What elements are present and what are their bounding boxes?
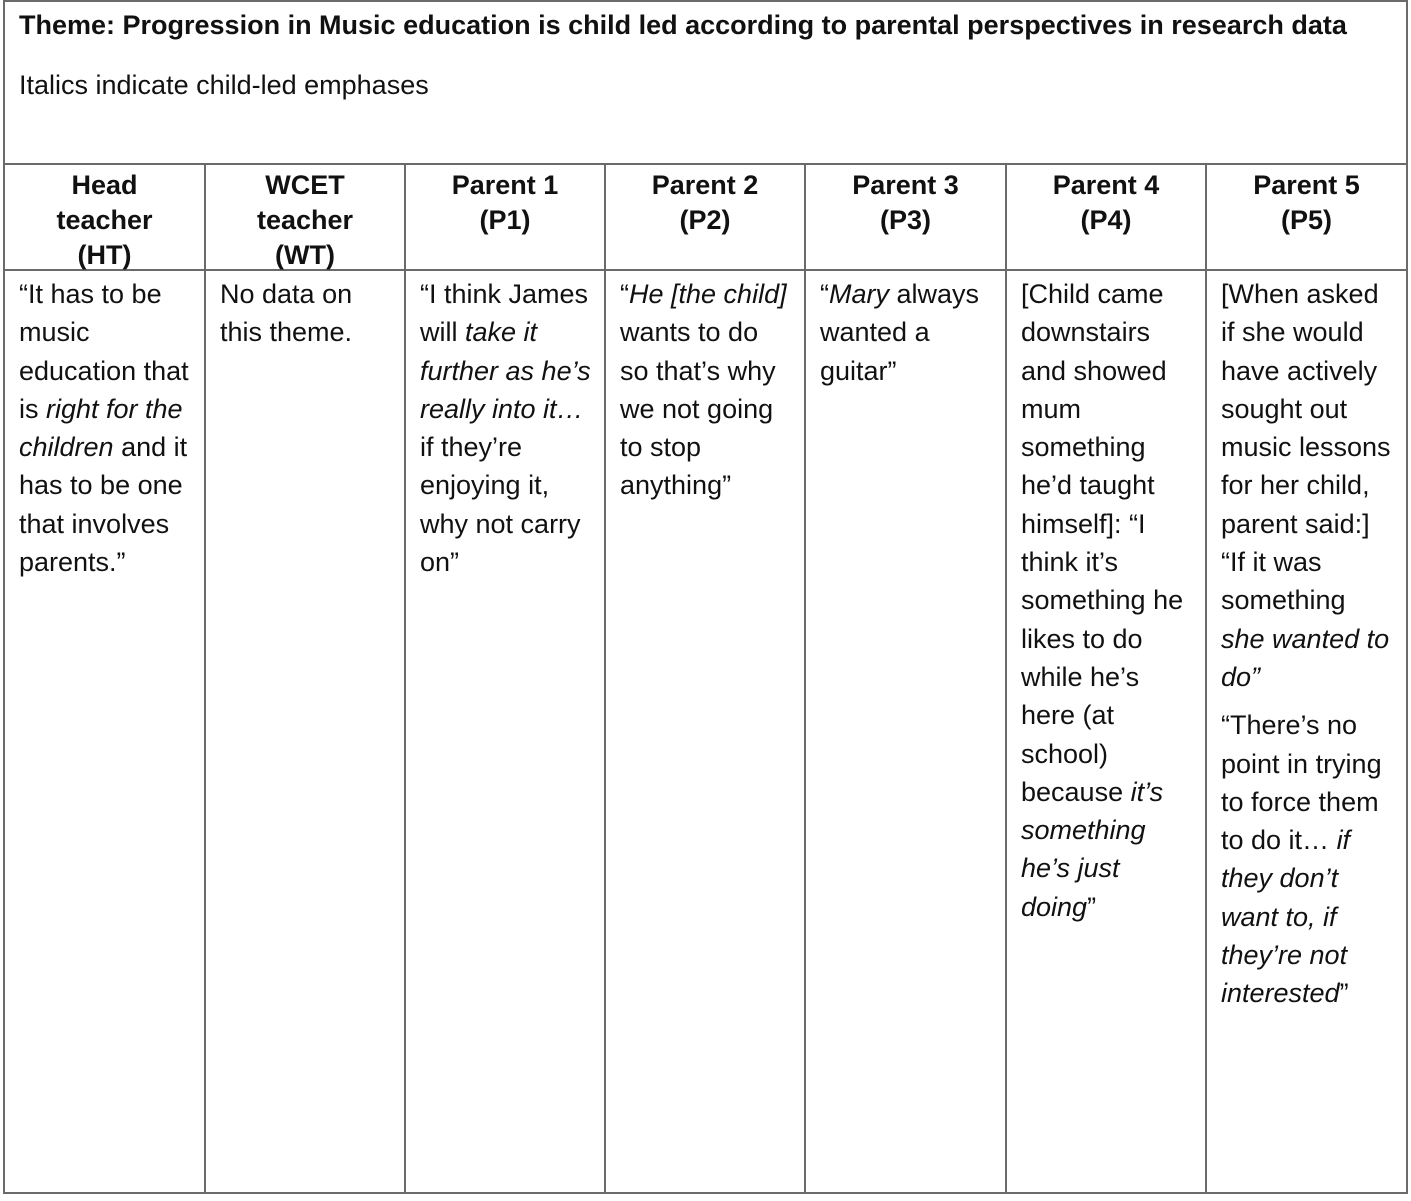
- column-body: [206, 271, 404, 1192]
- quote-text: always wanted a guitar”: [820, 279, 980, 386]
- column-header: [806, 163, 1005, 271]
- quote-paragraph: [620, 275, 794, 505]
- column-wcet-teacher: [206, 163, 406, 1192]
- quote-text: [Child came downstairs and showed mum something he’d taught himself]: “I think it’s something he likes to do while he’s here (at school) because: [1021, 279, 1184, 807]
- header-line: (P1): [479, 205, 531, 235]
- quote-text: “: [620, 279, 629, 309]
- quote-emphasis: He [the child]: [629, 279, 787, 309]
- column-parent-1: [406, 163, 606, 1192]
- header-line: (P5): [1280, 205, 1332, 235]
- column-header: [1007, 163, 1205, 271]
- column-body: [606, 271, 804, 1192]
- header-line: Parent 1: [451, 170, 559, 200]
- header-line: Head: [71, 170, 138, 200]
- header-line: Parent 3: [852, 170, 959, 200]
- column-body: [1207, 271, 1406, 1192]
- column-header: [206, 163, 404, 271]
- quote-text: No data on this theme.: [220, 279, 353, 348]
- quote-paragraph: [420, 275, 594, 581]
- quote-text: [When asked if she would have actively sought out music lessons for her child, parent said:] “If it was something: [1221, 279, 1391, 616]
- theme-table: [3, 0, 1408, 1194]
- quote-text: ”: [1339, 978, 1349, 1009]
- column-body: [5, 271, 204, 1192]
- column-header: [1207, 163, 1406, 271]
- quote-paragraph: [220, 275, 394, 352]
- column-parent-3: [806, 163, 1007, 1192]
- header-line: (WT): [275, 240, 335, 270]
- quote-paragraph: [1221, 275, 1396, 696]
- header-line: WCET: [265, 170, 345, 200]
- column-parent-4: [1007, 163, 1207, 1192]
- column-header: [406, 163, 604, 271]
- header-line: (HT): [77, 240, 132, 270]
- header-line: Parent 2: [651, 170, 759, 200]
- column-body: [1007, 271, 1205, 1192]
- column-parent-2: [606, 163, 806, 1192]
- quote-emphasis: right for the children: [19, 393, 183, 463]
- quote-text: “: [820, 279, 829, 309]
- quote-text: “I think James will: [420, 279, 589, 348]
- header-line: (P2): [679, 205, 731, 235]
- quote-text: “It has to be music education that is: [19, 279, 189, 424]
- column-body: [806, 271, 1005, 1192]
- column-head-teacher: [5, 163, 206, 1192]
- theme-note: Italics indicate child-led emphases: [19, 70, 429, 100]
- column-body: [406, 271, 604, 1192]
- header-line: (P3): [879, 205, 931, 235]
- column-header: [5, 163, 204, 271]
- quote-paragraph: [1021, 275, 1195, 926]
- quote-paragraph: [19, 275, 194, 581]
- theme-title: Theme: Progression in Music education is child led according to parental perspectives in research data: [19, 10, 1347, 40]
- quote-emphasis: she wanted to do”: [1221, 623, 1390, 692]
- participant-grid: [5, 163, 1406, 1192]
- quote-text: and it has to be one that involves parents.”: [19, 432, 188, 578]
- quote-text: wants to do so that’s why we not going to stop anything”: [620, 317, 776, 501]
- quote-emphasis: Mary: [829, 279, 889, 309]
- theme-header: [5, 2, 1406, 165]
- column-header: [606, 163, 804, 271]
- quote-paragraph: [1221, 706, 1396, 1012]
- column-parent-5: [1207, 163, 1406, 1192]
- quote-emphasis: it’s something he’s just doing: [1021, 776, 1164, 922]
- quote-text: ”: [1087, 891, 1097, 922]
- header-line: (P4): [1080, 205, 1132, 235]
- header-line: teacher: [56, 205, 153, 235]
- quote-text: “There’s no point in trying to force them to do it…: [1221, 710, 1382, 856]
- header-line: Parent 4: [1052, 170, 1160, 200]
- quote-text: if they’re enjoying it, why not carry on”: [420, 432, 581, 578]
- header-line: Parent 5: [1253, 170, 1360, 200]
- quote-emphasis: if they don’t want to, if they’re not interested: [1221, 825, 1351, 1009]
- quote-emphasis: take it further as he’s really into it…: [420, 317, 591, 424]
- header-line: teacher: [256, 205, 354, 235]
- quote-paragraph: [820, 275, 995, 390]
